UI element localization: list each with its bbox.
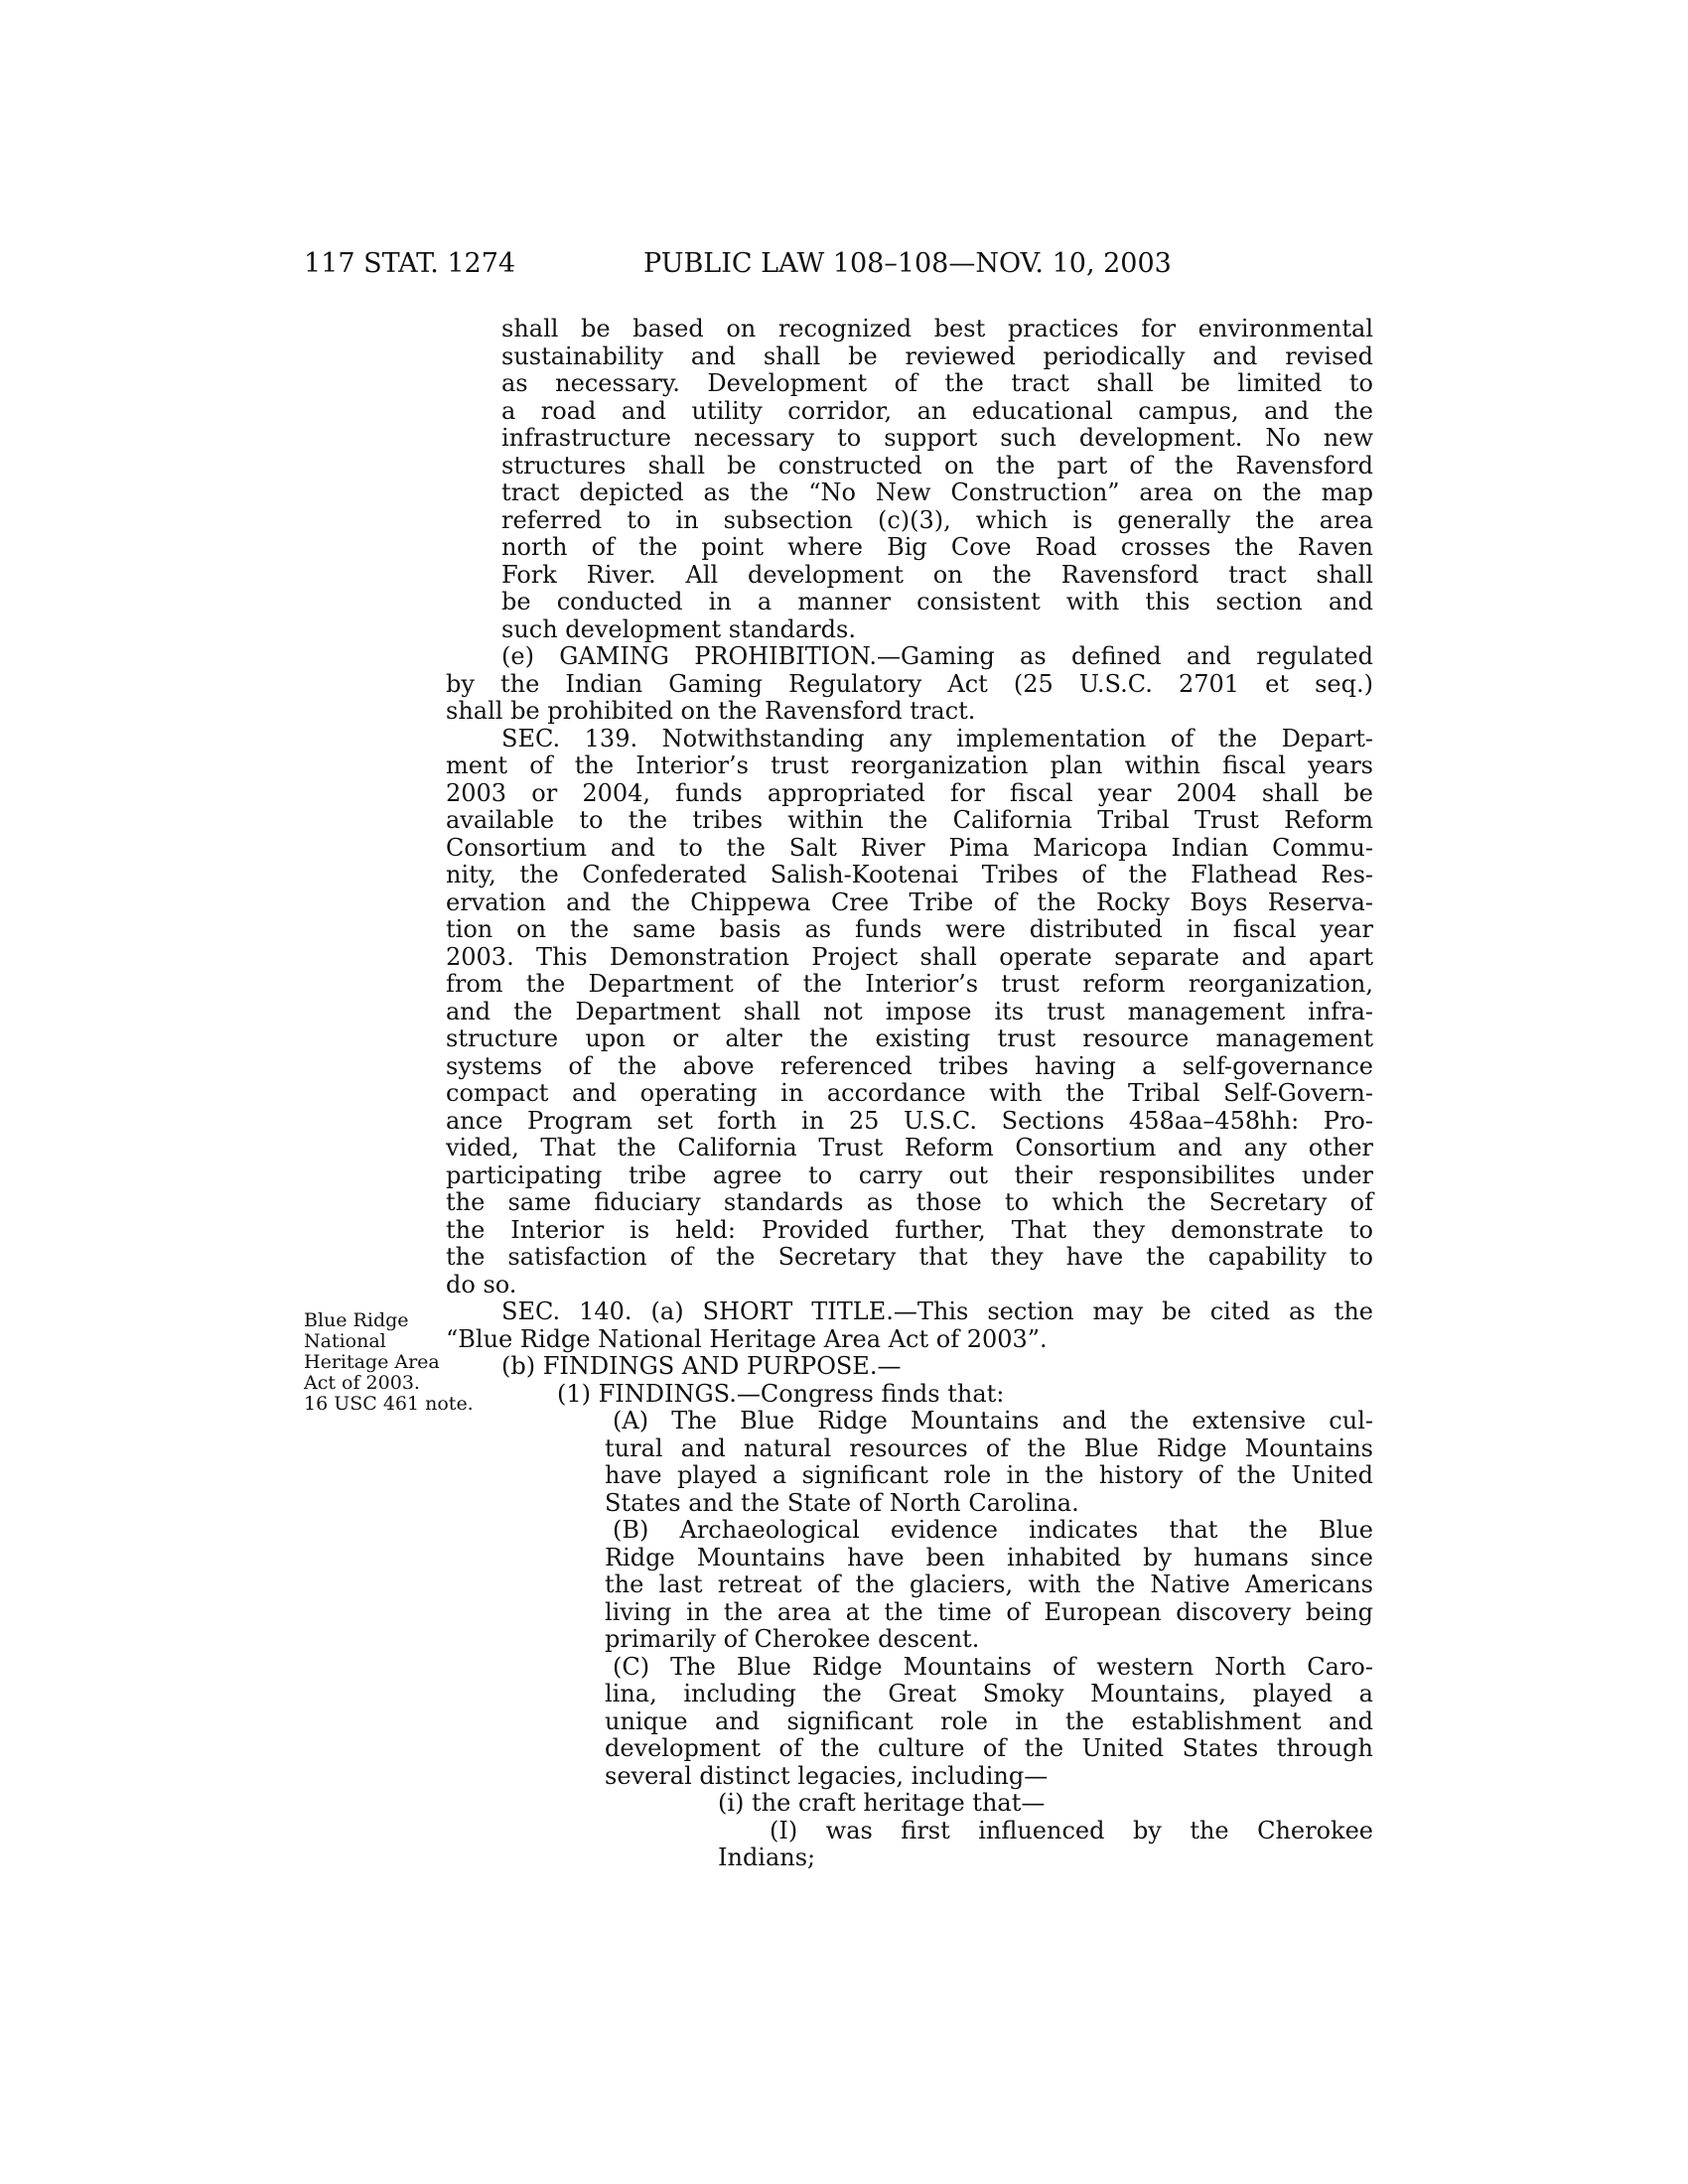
text-line: available to the tribes within the California Tribal Trust Reform [446, 806, 1373, 834]
text-line: States and the State of North Carolina. [605, 1488, 1079, 1517]
text-line: Ridge Mountains have been inhabited by humans since [605, 1543, 1373, 1571]
text-line: as necessary. Development of the tract shall be limited to [501, 369, 1373, 397]
text-line: participating tribe agree to carry out their responsibilites under [446, 1160, 1373, 1189]
text-line: infrastructure necessary to support such development. No new [501, 424, 1373, 452]
text-line: SEC. 139. Notwithstanding any implementation of the Depart- [501, 724, 1373, 752]
text-line: vided, That the California Trust Reform Consortium and any other [446, 1134, 1373, 1161]
text-line: a road and utility corridor, an educational campus, and the [501, 396, 1373, 425]
text-line: living in the area at the time of European discovery being [605, 1597, 1373, 1626]
margin-note-line: National [304, 1330, 386, 1352]
margin-note-line: 16 USC 461 note. [304, 1393, 474, 1415]
running-header-title: PUBLIC LAW 108–108—NOV. 10, 2003 [643, 248, 1172, 279]
text-line: shall be prohibited on the Ravensford tract. [446, 697, 976, 725]
text-line: the satisfaction of the Secretary that they have the capability to [446, 1243, 1373, 1271]
text-line: ance Program set forth in 25 U.S.C. Sections 458aa–458hh: Pro- [446, 1106, 1373, 1135]
text-line: compact and operating in accordance with the Tribal Self-Govern- [446, 1079, 1373, 1107]
text-line: sustainability and shall be reviewed periodically and revised [501, 341, 1373, 370]
text-line: and the Department shall not impose its trust management infra- [446, 997, 1373, 1025]
text-line: primarily of Cherokee descent. [605, 1625, 980, 1653]
text-line: tural and natural resources of the Blue Ridge Mountains [605, 1433, 1373, 1462]
text-line: do so. [446, 1270, 517, 1298]
text-line: systems of the above referenced tribes having a self-governance [446, 1051, 1373, 1080]
text-line: from the Department of the Interior’s trust reform reorganization, [446, 970, 1373, 998]
text-line: be conducted in a manner consistent with this section and [501, 588, 1373, 615]
text-line: ment of the Interior’s trust reorganization plan within fiscal years [446, 751, 1373, 779]
text-line: (A) The Blue Ridge Mountains and the extensive cul- [613, 1407, 1373, 1434]
margin-note-line: Blue Ridge [304, 1309, 409, 1331]
text-line: referred to in subsection (c)(3), which is generally the area [501, 505, 1373, 534]
text-line: Consortium and to the Salt River Pima Maricopa Indian Commu- [446, 833, 1373, 862]
text-line: unique and significant role in the establishment and [605, 1706, 1373, 1735]
text-line: shall be based on recognized best practices for environmental [501, 315, 1373, 342]
text-line: 2003. This Demonstration Project shall operate separate and apart [446, 942, 1373, 971]
text-line: 2003 or 2004, funds appropriated for fiscal year 2004 shall be [446, 778, 1373, 807]
text-line: “Blue Ridge National Heritage Area Act of 2003”. [446, 1324, 1048, 1353]
statute-page-number: 117 STAT. 1274 [304, 248, 516, 279]
text-line: lina, including the Great Smoky Mountains, played a [605, 1680, 1373, 1707]
text-line: development of the culture of the United States through [605, 1734, 1373, 1762]
margin-note [304, 1309, 474, 1415]
text-line: the Interior is held: Provided further, That they demonstrate to [446, 1215, 1373, 1244]
text-line: nity, the Confederated Salish-Kootenai Tribes of the Flathead Res- [446, 861, 1373, 888]
text-line: (I) was first influenced by the Cherokee [770, 1816, 1373, 1844]
text-line: SEC. 140. (a) SHORT TITLE.—This section may be cited as the [501, 1297, 1373, 1325]
text-line: ervation and the Chippewa Cree Tribe of the Rocky Boys Reserva- [446, 887, 1373, 916]
text-line: (C) The Blue Ridge Mountains of western North Caro- [613, 1652, 1373, 1681]
text-line: (e) GAMING PROHIBITION.—Gaming as defined and regulated [501, 642, 1373, 670]
text-line: north of the point where Big Cove Road crosses the Raven [501, 533, 1373, 561]
text-line: the last retreat of the glaciers, with the Native Americans [605, 1570, 1373, 1598]
text-line: the same fiduciary standards as those to which the Secretary of [446, 1188, 1373, 1216]
text-line: (B) Archaeological evidence indicates that the Blue [613, 1516, 1373, 1544]
text-line: by the Indian Gaming Regulatory Act (25 U.S.C. 2701 et seq.) [446, 669, 1373, 698]
text-line: such development standards. [501, 614, 856, 643]
text-line: tract depicted as the “No New Construction” area on the map [501, 478, 1373, 506]
margin-note-line: Act of 2003. [304, 1372, 420, 1394]
text-line: (1) FINDINGS.—Congress finds that: [557, 1379, 1005, 1408]
text-line: (b) FINDINGS AND PURPOSE.— [501, 1352, 902, 1380]
text-line: Indians; [718, 1843, 816, 1871]
body-text [446, 315, 1373, 1872]
text-line: Fork River. All development on the Ravensford tract shall [501, 560, 1373, 589]
text-line: (i) the craft heritage that— [718, 1789, 1046, 1817]
text-line: several distinct legacies, including— [605, 1761, 1049, 1790]
text-line: structures shall be constructed on the part of the Ravensford [501, 451, 1373, 479]
text-line: structure upon or alter the existing trust resource management [446, 1024, 1373, 1052]
text-line: tion on the same basis as funds were distributed in fiscal year [446, 915, 1373, 943]
margin-note-line: Heritage Area [304, 1351, 440, 1373]
text-line: have played a significant role in the history of the United [605, 1461, 1373, 1489]
